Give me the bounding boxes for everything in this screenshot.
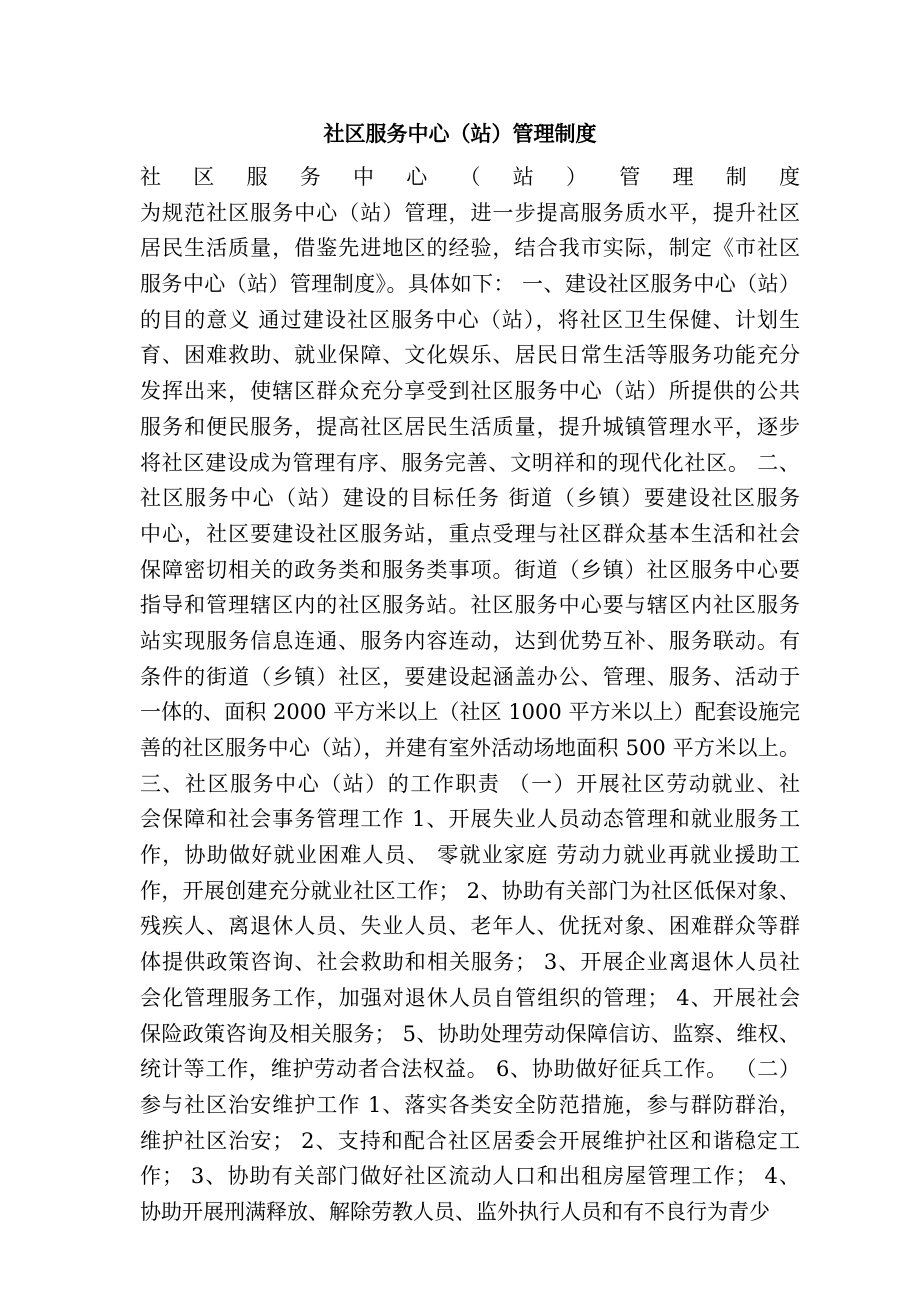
body-line: 服务和便民服务，提高社区居民生活质量，提升城镇管理水平，逐步 (140, 414, 800, 439)
body-line: 服务中心（站）管理制度》。具体如下： 一、建设社区服务中心（站） (140, 272, 800, 297)
body-line: 居民生活质量，借鉴先进地区的经验，结合我市实际，制定《市社区 (140, 236, 800, 261)
body-line: 中心，社区要建设社区服务站，重点受理与社区群众基本生活和社会 (140, 521, 800, 546)
body-line: 会化管理服务工作，加强对退休人员自管组织的管理； 4、开展社会 (140, 985, 800, 1010)
body-line: 将社区建设成为管理有序、服务完善、文明祥和的现代化社区。 二、 (140, 450, 800, 475)
body-line: 三、社区服务中心（站）的工作职责 （一）开展社区劳动就业、社 (140, 771, 800, 796)
body-line: 统计等工作，维护劳动者合法权益。 6、协助做好征兵工作。 （二） (140, 1057, 800, 1082)
body-line: 会保障和社会事务管理工作 1、开展失业人员动态管理和就业服务工 (140, 807, 800, 832)
body-line: 体提供政策咨询、社会救助和相关服务； 3、开展企业离退休人员社 (140, 950, 800, 975)
body-line: 作，开展创建充分就业社区工作； 2、协助有关部门为社区低保对象、 (140, 878, 800, 903)
body-line: 条件的街道（乡镇）社区，要建设起涵盖办公、管理、服务、活动于 (140, 664, 800, 689)
body-line: 为规范社区服务中心（站）管理，进一步提高服务质水平，提升社区 (140, 200, 800, 225)
body-line: 站实现服务信息连通、服务内容连动，达到优势互补、服务联动。有 (140, 628, 800, 653)
body-line: 作，协助做好就业困难人员、 零就业家庭 劳动力就业再就业援助工 (140, 843, 800, 868)
body-line: 参与社区治安维护工作 1、落实各类安全防范措施，参与群防群治， (140, 1092, 800, 1117)
body-line: 社区服务中心（站）管理制度 (140, 165, 800, 189)
body-line: 指导和管理辖区内的社区服务站。社区服务中心要与辖区内社区服务 (140, 593, 800, 618)
body-line: 一体的、面积 2000 平方米以上（社区 1000 平方米以上）配套设施完 (140, 700, 800, 725)
body-line: 的目的意义 通过建设社区服务中心（站），将社区卫生保健、计划生 (140, 307, 800, 332)
document-title: 社区服务中心（站）管理制度 (323, 121, 597, 146)
body-line: 保障密切相关的政务类和服务类事项。街道（乡镇）社区服务中心要 (140, 557, 800, 582)
body-line: 育、困难救助、就业保障、文化娱乐、居民日常生活等服务功能充分 (140, 343, 800, 368)
body-line: 维护社区治安； 2、支持和配合社区居委会开展维护社区和谐稳定工 (140, 1128, 800, 1153)
body-line: 发挥出来，使辖区群众充分享受到社区服务中心（站）所提供的公共 (140, 379, 800, 404)
body-line: 社区服务中心（站）建设的目标任务 街道（乡镇）要建设社区服务 (140, 486, 800, 511)
body-line: 残疾人、离退休人员、失业人员、老年人、优抚对象、困难群众等群 (140, 914, 800, 939)
document-body (140, 160, 800, 1231)
body-line: 善的社区服务中心（站），并建有室外活动场地面积 500 平方米以上。 (140, 736, 800, 760)
body-line: 保险政策咨询及相关服务； 5、协助处理劳动保障信访、监察、维权、 (140, 1021, 800, 1046)
body-line: 协助开展刑满释放、解除劳教人员、监外执行人员和有不良行为青少 (140, 1199, 770, 1224)
body-line: 作； 3、协助有关部门做好社区流动人口和出租房屋管理工作； 4、 (140, 1164, 800, 1189)
